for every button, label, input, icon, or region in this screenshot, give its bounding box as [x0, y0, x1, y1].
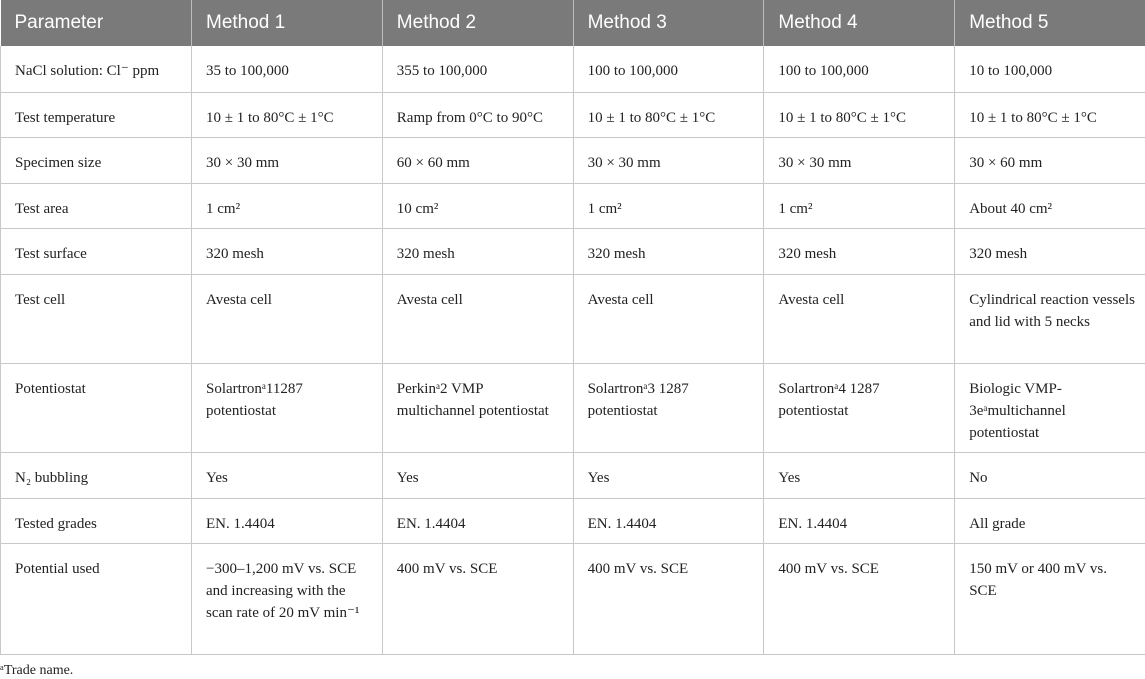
table-cell: 60 × 60 mm: [382, 137, 573, 183]
header-parameter: Parameter: [14, 12, 104, 33]
table-cell: Yes: [764, 452, 955, 498]
table-cell: 10 cm²: [382, 183, 573, 228]
table-row: [1, 543, 1145, 654]
table-cell: Yes: [192, 452, 383, 498]
row-label: Specimen size: [1, 137, 192, 183]
table-cell: 320 mesh: [382, 228, 573, 274]
table-cell: 355 to 100,000: [382, 46, 573, 92]
table-cell: Solartronᵃ3 1287 potentiostat: [573, 363, 764, 452]
table-cell: 30 × 60 mm: [955, 137, 1145, 183]
table-row: [1, 92, 1145, 137]
table-cell: 400 mV vs. SCE: [573, 543, 764, 654]
header-method-3: Method 3: [573, 0, 764, 46]
table-cell: Biologic VMP-3eᵃmultichannel potentiostat: [955, 363, 1145, 452]
table-cell: 320 mesh: [955, 228, 1145, 274]
header-method-4: Method 4: [764, 0, 955, 46]
table-cell: All grade: [955, 498, 1145, 543]
row-label: Test cell: [1, 274, 192, 363]
table-cell: Cylindrical reaction vessels and lid with 5 necks: [955, 274, 1145, 363]
table-cell: 100 to 100,000: [764, 46, 955, 92]
table-row: [1, 46, 1145, 92]
table-cell: Avesta cell: [382, 274, 573, 363]
row-label: Potential used: [1, 543, 192, 654]
footnote: ᵃTrade name.: [0, 663, 74, 678]
table-cell: 35 to 100,000: [192, 46, 383, 92]
table-cell: EN. 1.4404: [573, 498, 764, 543]
table-row: [1, 137, 1145, 183]
row-label: N₂ bubbling: [1, 452, 192, 498]
table-cell: Perkinᵃ2 VMP multichannel potentiostat: [382, 363, 573, 452]
table-cell: −300–1,200 mV vs. SCE and increasing with the scan rate of 20 mV min⁻¹: [192, 543, 383, 654]
table-cell: 100 to 100,000: [573, 46, 764, 92]
table-row: [1, 228, 1145, 274]
table-cell: Avesta cell: [573, 274, 764, 363]
header-method-2: Method 2: [382, 0, 573, 46]
table-cell: 30 × 30 mm: [764, 137, 955, 183]
header-method-5: Method 5: [955, 0, 1145, 46]
table-cell: Solartronᵃ4 1287 potentiostat: [764, 363, 955, 452]
table-cell: Yes: [573, 452, 764, 498]
table-cell: No: [955, 452, 1145, 498]
table-cell: About 40 cm²: [955, 183, 1145, 228]
table-cell: 320 mesh: [764, 228, 955, 274]
table-cell: 10 ± 1 to 80°C ± 1°C: [764, 92, 955, 137]
table-cell: Avesta cell: [764, 274, 955, 363]
table-cell: 400 mV vs. SCE: [382, 543, 573, 654]
table-cell: 10 ± 1 to 80°C ± 1°C: [955, 92, 1145, 137]
table-row: [1, 498, 1145, 543]
table-cell: 320 mesh: [573, 228, 764, 274]
table-cell: 400 mV vs. SCE: [764, 543, 955, 654]
table-row: [1, 274, 1145, 363]
table-cell: 10 ± 1 to 80°C ± 1°C: [573, 92, 764, 137]
header-row: [1, 0, 1145, 46]
row-label: Potentiostat: [1, 363, 192, 452]
table-row: [1, 452, 1145, 498]
table-cell: Avesta cell: [192, 274, 383, 363]
row-label: Test temperature: [1, 92, 192, 137]
table-cell: 150 mV or 400 mV vs. SCE: [955, 543, 1145, 654]
table-cell: EN. 1.4404: [382, 498, 573, 543]
table-cell: Solartronᵃ11287 potentiostat: [192, 363, 383, 452]
table-cell: 10 to 100,000: [955, 46, 1145, 92]
row-label: Test area: [1, 183, 192, 228]
table-cell: EN. 1.4404: [192, 498, 383, 543]
table-cell: 320 mesh: [192, 228, 383, 274]
table-cell: 30 × 30 mm: [192, 137, 383, 183]
table-row: [1, 363, 1145, 452]
row-label: Test surface: [1, 228, 192, 274]
table-row: [1, 183, 1145, 228]
table-cell: 1 cm²: [192, 183, 383, 228]
table-cell: 30 × 30 mm: [573, 137, 764, 183]
table-cell: Yes: [382, 452, 573, 498]
row-label: Tested grades: [1, 498, 192, 543]
header-method-1: Method 1: [192, 0, 383, 46]
row-label: NaCl solution: Cl⁻ ppm: [1, 46, 192, 92]
table-cell: Ramp from 0°C to 90°C: [382, 92, 573, 137]
table-cell: 1 cm²: [764, 183, 955, 228]
table-cell: EN. 1.4404: [764, 498, 955, 543]
table-cell: 1 cm²: [573, 183, 764, 228]
table-cell: 10 ± 1 to 80°C ± 1°C: [192, 92, 383, 137]
